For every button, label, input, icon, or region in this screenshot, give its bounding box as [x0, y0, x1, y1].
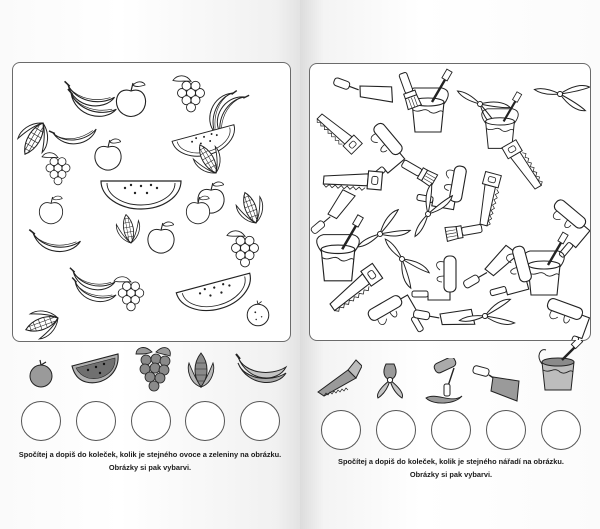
answer-circle-grapes[interactable]	[131, 401, 171, 441]
left-instruction-line1: Spočítej a dopiš do koleček, kolik je stejného ovoce a zeleniny na obrázku.	[18, 450, 282, 459]
hand-saw-icon	[314, 358, 362, 398]
right-instructions	[312, 455, 590, 481]
trowel-icon	[470, 364, 524, 406]
left-instructions	[10, 448, 290, 474]
answer-circle-corn[interactable]	[185, 401, 225, 441]
answer-circle-orange[interactable]	[21, 401, 61, 441]
fruit-scene-drawing	[13, 63, 290, 341]
grapes-icon	[134, 344, 174, 392]
tools-picture	[309, 63, 591, 341]
answer-circle-trowel[interactable]	[486, 410, 526, 450]
left-instruction-line2: Obrázky si pak vybarvi.	[108, 463, 192, 472]
corn-icon	[186, 350, 216, 392]
tools-scene-drawing	[310, 64, 590, 340]
answer-circle-pliers[interactable]	[376, 410, 416, 450]
orange-icon	[25, 358, 57, 390]
paint-bucket-icon	[530, 340, 586, 396]
answer-circle-bucket[interactable]	[541, 410, 581, 450]
watermelon-slice-icon	[70, 350, 122, 390]
answer-circle-saw[interactable]	[321, 410, 361, 450]
tool-scene-items	[310, 68, 590, 340]
fruit-scene-items	[13, 76, 269, 341]
fruit-vegetable-picture	[12, 62, 291, 342]
right-instruction-line2: Obrázky si pak vybarvi.	[409, 470, 493, 479]
pliers-icon	[372, 360, 408, 400]
answer-circle-watermelon[interactable]	[76, 401, 116, 441]
answer-circle-banana[interactable]	[240, 401, 280, 441]
right-instruction-line1: Spočítej a dopiš do koleček, kolik je stejného nářadí na obrázku.	[338, 457, 564, 466]
banana-icon	[234, 352, 290, 390]
paint-roller-icon	[424, 358, 464, 406]
answer-circle-roller[interactable]	[431, 410, 471, 450]
